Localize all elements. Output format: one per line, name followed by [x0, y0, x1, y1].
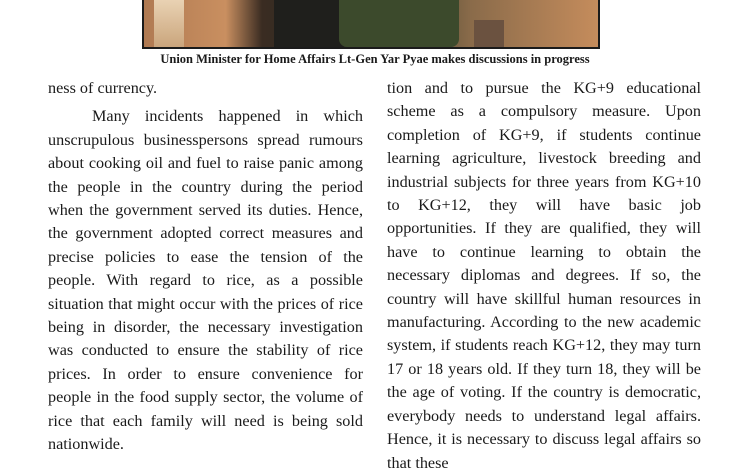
article-column-left: [48, 77, 363, 457]
photo-caption: Union Minister for Home Affairs Lt-Gen Yar Pyae makes discussions in progress: [160, 52, 590, 66]
paragraph: Many incidents happened in which unscrupulous businesspersons spread rumours about cooking oil and fuel to raise panic among the people in the country during the period when the government served its duties. Hence, the government adopted correct measures and precise policies to ease the tension of the people. With regard to rice, as a possible situation that might occur with the prices of rice being in disorder, the necessary investigation was conducted to ensure the stability of rice prices. In order to ensure convenience for people in the food supply sector, the volume of rice that each family will need is being sold nationwide.: [48, 107, 363, 454]
paragraph: tion and to pursue the KG+9 educational scheme as a compulsory measure. Upon completion of KG+9, if students continue learning agriculture, livestock breeding and industrial subjects for three years from KG+10 to KG+12, they will have basic job opportunities. If they are qualified, they will have to continue learning to obtain the necessary diplomas and degrees. If so, the country will have skillful human resources in manufacturing. According to the new academic system, if students reach KG+12, they may turn 17 or 18 years old. If they turn 18, they will be the age of voting. If the country is democratic, everybody needs to understand legal affairs. Hence, it is necessary to discuss legal affairs so that these: [387, 79, 701, 472]
photo-lamp: [154, 0, 184, 47]
photo-figure: [474, 20, 504, 47]
photo-figure-uniform: [339, 0, 459, 47]
news-photo: [142, 0, 600, 49]
photo-figure: [274, 0, 344, 47]
article-column-right: [387, 77, 701, 475]
paragraph-fragment: ness of currency.: [48, 79, 158, 97]
